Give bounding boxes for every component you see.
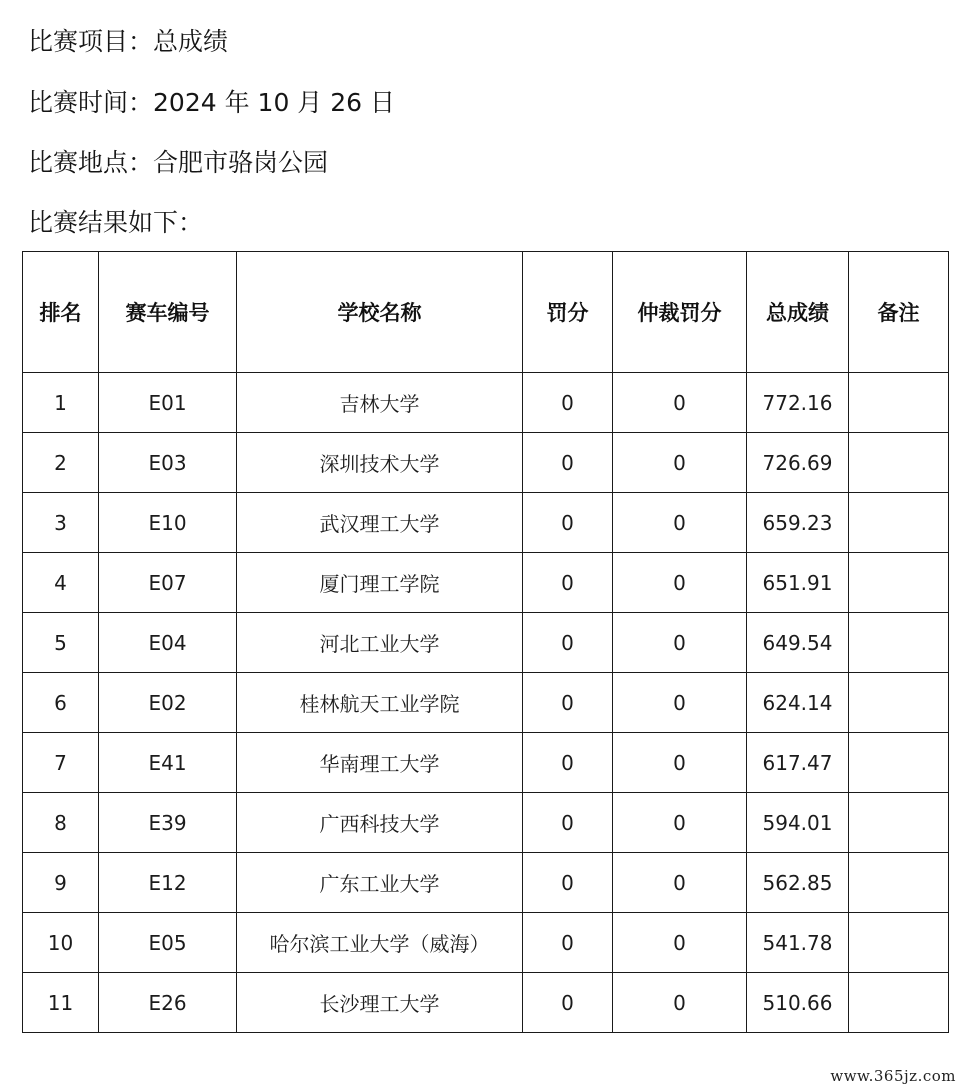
school-name-cell: 桂林航天工业学院	[237, 673, 523, 733]
penalty-cell: 0	[523, 733, 613, 793]
remarks-cell	[849, 733, 949, 793]
rank-cell: 3	[23, 493, 99, 553]
penalty-cell: 0	[523, 373, 613, 433]
results-table-body	[23, 373, 949, 1033]
school-name-cell: 广西科技大学	[237, 793, 523, 853]
table-row	[23, 553, 949, 613]
table-row	[23, 733, 949, 793]
column-header-penalty: 罚分	[523, 252, 613, 373]
remarks-cell	[849, 493, 949, 553]
total-score-cell: 726.69	[747, 433, 849, 493]
column-header-remarks: 备注	[849, 252, 949, 373]
total-score-cell: 594.01	[747, 793, 849, 853]
car-number-cell: E12	[99, 853, 237, 913]
car-number-cell: E03	[99, 433, 237, 493]
competition-item-label: 比赛项目：	[28, 27, 154, 56]
total-score-cell: 541.78	[747, 913, 849, 973]
header-row	[23, 252, 949, 373]
remarks-cell	[849, 613, 949, 673]
competition-item-value: 总成绩	[153, 27, 229, 56]
remarks-cell	[849, 913, 949, 973]
competition-item-line	[28, 26, 228, 58]
competition-time-line	[28, 87, 395, 119]
arbitration-penalty-cell: 0	[613, 913, 747, 973]
table-row	[23, 613, 949, 673]
school-name-cell: 华南理工大学	[237, 733, 523, 793]
total-score-cell: 562.85	[747, 853, 849, 913]
rank-cell: 7	[23, 733, 99, 793]
school-name-cell: 长沙理工大学	[237, 973, 523, 1033]
total-score-cell: 649.54	[747, 613, 849, 673]
rank-cell: 9	[23, 853, 99, 913]
column-header-arbitration-penalty: 仲裁罚分	[613, 252, 747, 373]
penalty-cell: 0	[523, 853, 613, 913]
penalty-cell: 0	[523, 913, 613, 973]
table-row	[23, 673, 949, 733]
penalty-cell: 0	[523, 673, 613, 733]
car-number-cell: E05	[99, 913, 237, 973]
arbitration-penalty-cell: 0	[613, 433, 747, 493]
school-name-cell: 厦门理工学院	[237, 553, 523, 613]
competition-time-value: 2024 年 10 月 26 日	[153, 88, 395, 117]
school-name-cell: 深圳技术大学	[237, 433, 523, 493]
rank-cell: 2	[23, 433, 99, 493]
car-number-cell: E39	[99, 793, 237, 853]
table-row	[23, 373, 949, 433]
column-header-total-score: 总成绩	[747, 252, 849, 373]
arbitration-penalty-cell: 0	[613, 853, 747, 913]
school-name-cell: 武汉理工大学	[237, 493, 523, 553]
school-name-cell: 河北工业大学	[237, 613, 523, 673]
total-score-cell: 772.16	[747, 373, 849, 433]
table-row	[23, 973, 949, 1033]
arbitration-penalty-cell: 0	[613, 973, 747, 1033]
table-row	[23, 433, 949, 493]
penalty-cell: 0	[523, 553, 613, 613]
school-name-cell: 广东工业大学	[237, 853, 523, 913]
results-intro: 比赛结果如下：	[28, 208, 204, 237]
column-header-car-number: 赛车编号	[99, 252, 237, 373]
car-number-cell: E02	[99, 673, 237, 733]
results-table	[22, 251, 949, 1033]
remarks-cell	[849, 793, 949, 853]
penalty-cell: 0	[523, 433, 613, 493]
total-score-cell: 651.91	[747, 553, 849, 613]
rank-cell: 11	[23, 973, 99, 1033]
remarks-cell	[849, 853, 949, 913]
remarks-cell	[849, 553, 949, 613]
rank-cell: 6	[23, 673, 99, 733]
table-row	[23, 913, 949, 973]
penalty-cell: 0	[523, 493, 613, 553]
rank-cell: 10	[23, 913, 99, 973]
car-number-cell: E07	[99, 553, 237, 613]
remarks-cell	[849, 433, 949, 493]
column-header-school-name: 学校名称	[237, 252, 523, 373]
competition-place-value: 合肥市骆岗公园	[153, 148, 329, 177]
total-score-cell: 624.14	[747, 673, 849, 733]
site-watermark: www.365jz.com	[830, 1067, 956, 1085]
school-name-cell: 吉林大学	[237, 373, 523, 433]
rank-cell: 8	[23, 793, 99, 853]
remarks-cell	[849, 673, 949, 733]
table-row	[23, 493, 949, 553]
arbitration-penalty-cell: 0	[613, 613, 747, 673]
remarks-cell	[849, 373, 949, 433]
total-score-cell: 510.66	[747, 973, 849, 1033]
competition-place-line	[28, 147, 328, 179]
total-score-cell: 659.23	[747, 493, 849, 553]
rank-cell: 1	[23, 373, 99, 433]
column-header-rank: 排名	[23, 252, 99, 373]
rank-cell: 4	[23, 553, 99, 613]
arbitration-penalty-cell: 0	[613, 373, 747, 433]
car-number-cell: E41	[99, 733, 237, 793]
arbitration-penalty-cell: 0	[613, 733, 747, 793]
arbitration-penalty-cell: 0	[613, 493, 747, 553]
arbitration-penalty-cell: 0	[613, 673, 747, 733]
arbitration-penalty-cell: 0	[613, 553, 747, 613]
total-score-cell: 617.47	[747, 733, 849, 793]
car-number-cell: E26	[99, 973, 237, 1033]
rank-cell: 5	[23, 613, 99, 673]
penalty-cell: 0	[523, 613, 613, 673]
car-number-cell: E01	[99, 373, 237, 433]
car-number-cell: E10	[99, 493, 237, 553]
competition-time-label: 比赛时间：	[28, 88, 154, 117]
penalty-cell: 0	[523, 793, 613, 853]
results-table-header	[23, 252, 949, 373]
school-name-cell: 哈尔滨工业大学（威海）	[237, 913, 523, 973]
competition-place-label: 比赛地点：	[28, 148, 154, 177]
table-row	[23, 853, 949, 913]
penalty-cell: 0	[523, 973, 613, 1033]
car-number-cell: E04	[99, 613, 237, 673]
arbitration-penalty-cell: 0	[613, 793, 747, 853]
remarks-cell	[849, 973, 949, 1033]
table-row	[23, 793, 949, 853]
